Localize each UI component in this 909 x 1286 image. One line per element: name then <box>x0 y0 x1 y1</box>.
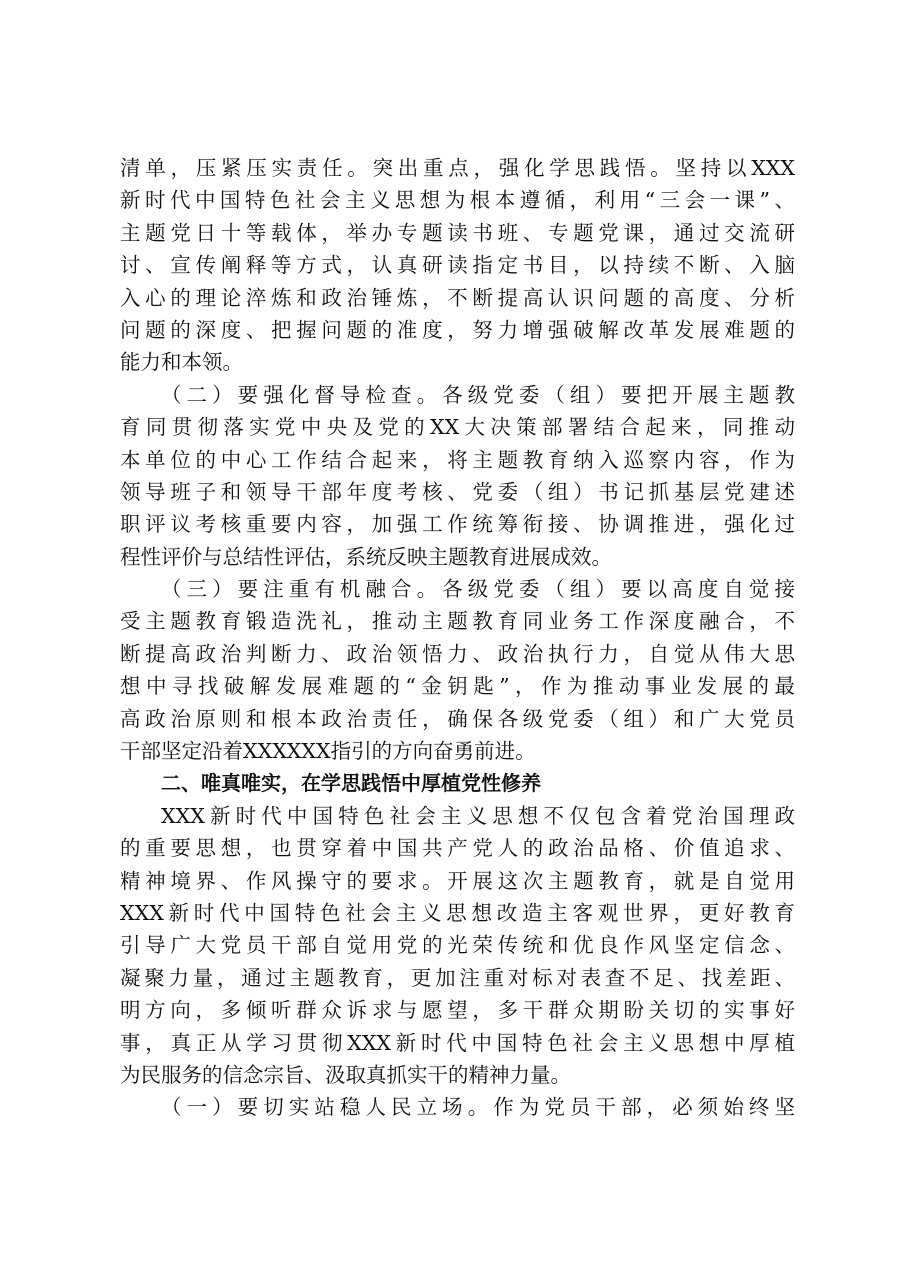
text-line: 新时代中国特色社会主义思想为根本遵循，利用“三会一课”、 <box>120 188 795 213</box>
section-heading <box>120 767 795 799</box>
text-line: （三）要注重有机融合。各级党委（组）要以高度自觉接 <box>161 577 795 602</box>
text-line: 本单位的中心工作结合起来，将主题教育纳入巡察内容，作为 <box>120 447 795 472</box>
text-line: 职评议考核重要内容，加强工作统筹衔接、协调推进，强化过 <box>120 512 795 537</box>
text-line: 凝聚力量，通过主题教育，更加注重对标对表查不足、找差距、 <box>120 965 795 990</box>
text-line: 干部坚定沿着XXXXXX指引的方向奋勇前进。 <box>120 739 536 764</box>
paragraph <box>120 379 795 573</box>
text-line: 为民服务的信念宗旨、汲取真抓实干的精神力量。 <box>120 1062 571 1087</box>
paragraph <box>120 800 795 1092</box>
paragraph <box>120 1091 795 1123</box>
section-heading-text: 二、唯真唯实，在学思践悟中厚植党性修养 <box>161 771 541 796</box>
text-line: 程性评价与总结性评估，系统反映主题教育进展成效。 <box>120 544 612 569</box>
text-line: 清单，压紧压实责任。突出重点，强化学思践悟。坚持以XXX <box>120 156 795 180</box>
text-line: 高政治原则和根本政治责任，确保各级党委（组）和广大党员 <box>120 706 795 731</box>
paragraph <box>120 573 795 767</box>
text-line: 育同贯彻落实党中央及党的XX大决策部署结合起来，同推动 <box>120 415 795 440</box>
text-line: 主题党日十等载体，举办专题读书班、专题党课，通过交流研 <box>120 220 795 245</box>
text-line: （一）要切实站稳人民立场。作为党员干部，必须始终坚 <box>161 1095 795 1120</box>
text-line: 精神境界、作风操守的要求。开展这次主题教育，就是自觉用 <box>120 868 795 893</box>
text-line: （二）要强化督导检查。各级党委（组）要把开展主题教 <box>161 382 795 407</box>
text-line: 断提高政治判断力、政治领悟力、政治执行力，自觉从伟大思 <box>120 641 795 666</box>
text-line: 受主题教育锻造洗礼，推动主题教育同业务工作深度融合，不 <box>120 609 795 634</box>
text-line: 领导班子和领导干部年度考核、党委（组）书记抓基层党建述 <box>120 479 795 504</box>
text-line: XXX新时代中国特色社会主义思想改造主客观世界，更好教育 <box>120 900 795 925</box>
document-page <box>120 152 795 1124</box>
text-line: 引导广大党员干部自觉用党的光荣传统和优良作风坚定信念、 <box>120 933 795 958</box>
text-line: 入心的理论淬炼和政治锤炼，不断提高认识问题的高度、分析 <box>120 285 795 310</box>
paragraph <box>120 152 795 379</box>
text-line: 讨、宣传阐释等方式，认真研读指定书目，以持续不断、入脑 <box>120 253 795 278</box>
text-line: 想中寻找破解发展难题的“金钥匙”，作为推动事业发展的最 <box>120 674 795 699</box>
text-line: 事，真正从学习贯彻XXX新时代中国特色社会主义思想中厚植 <box>120 1030 795 1055</box>
text-line: XXX新时代中国特色社会主义思想不仅包含着党治国理政 <box>161 803 795 828</box>
text-line: 问题的深度、把握问题的准度，努力增强破解改革发展难题的 <box>120 317 795 342</box>
text-line: 明方向，多倾听群众诉求与愿望，多干群众期盼关切的实事好 <box>120 998 795 1023</box>
text-line: 的重要思想，也贯穿着中国共产党人的政治品格、价值追求、 <box>120 836 795 861</box>
text-line: 能力和本领。 <box>120 350 243 375</box>
